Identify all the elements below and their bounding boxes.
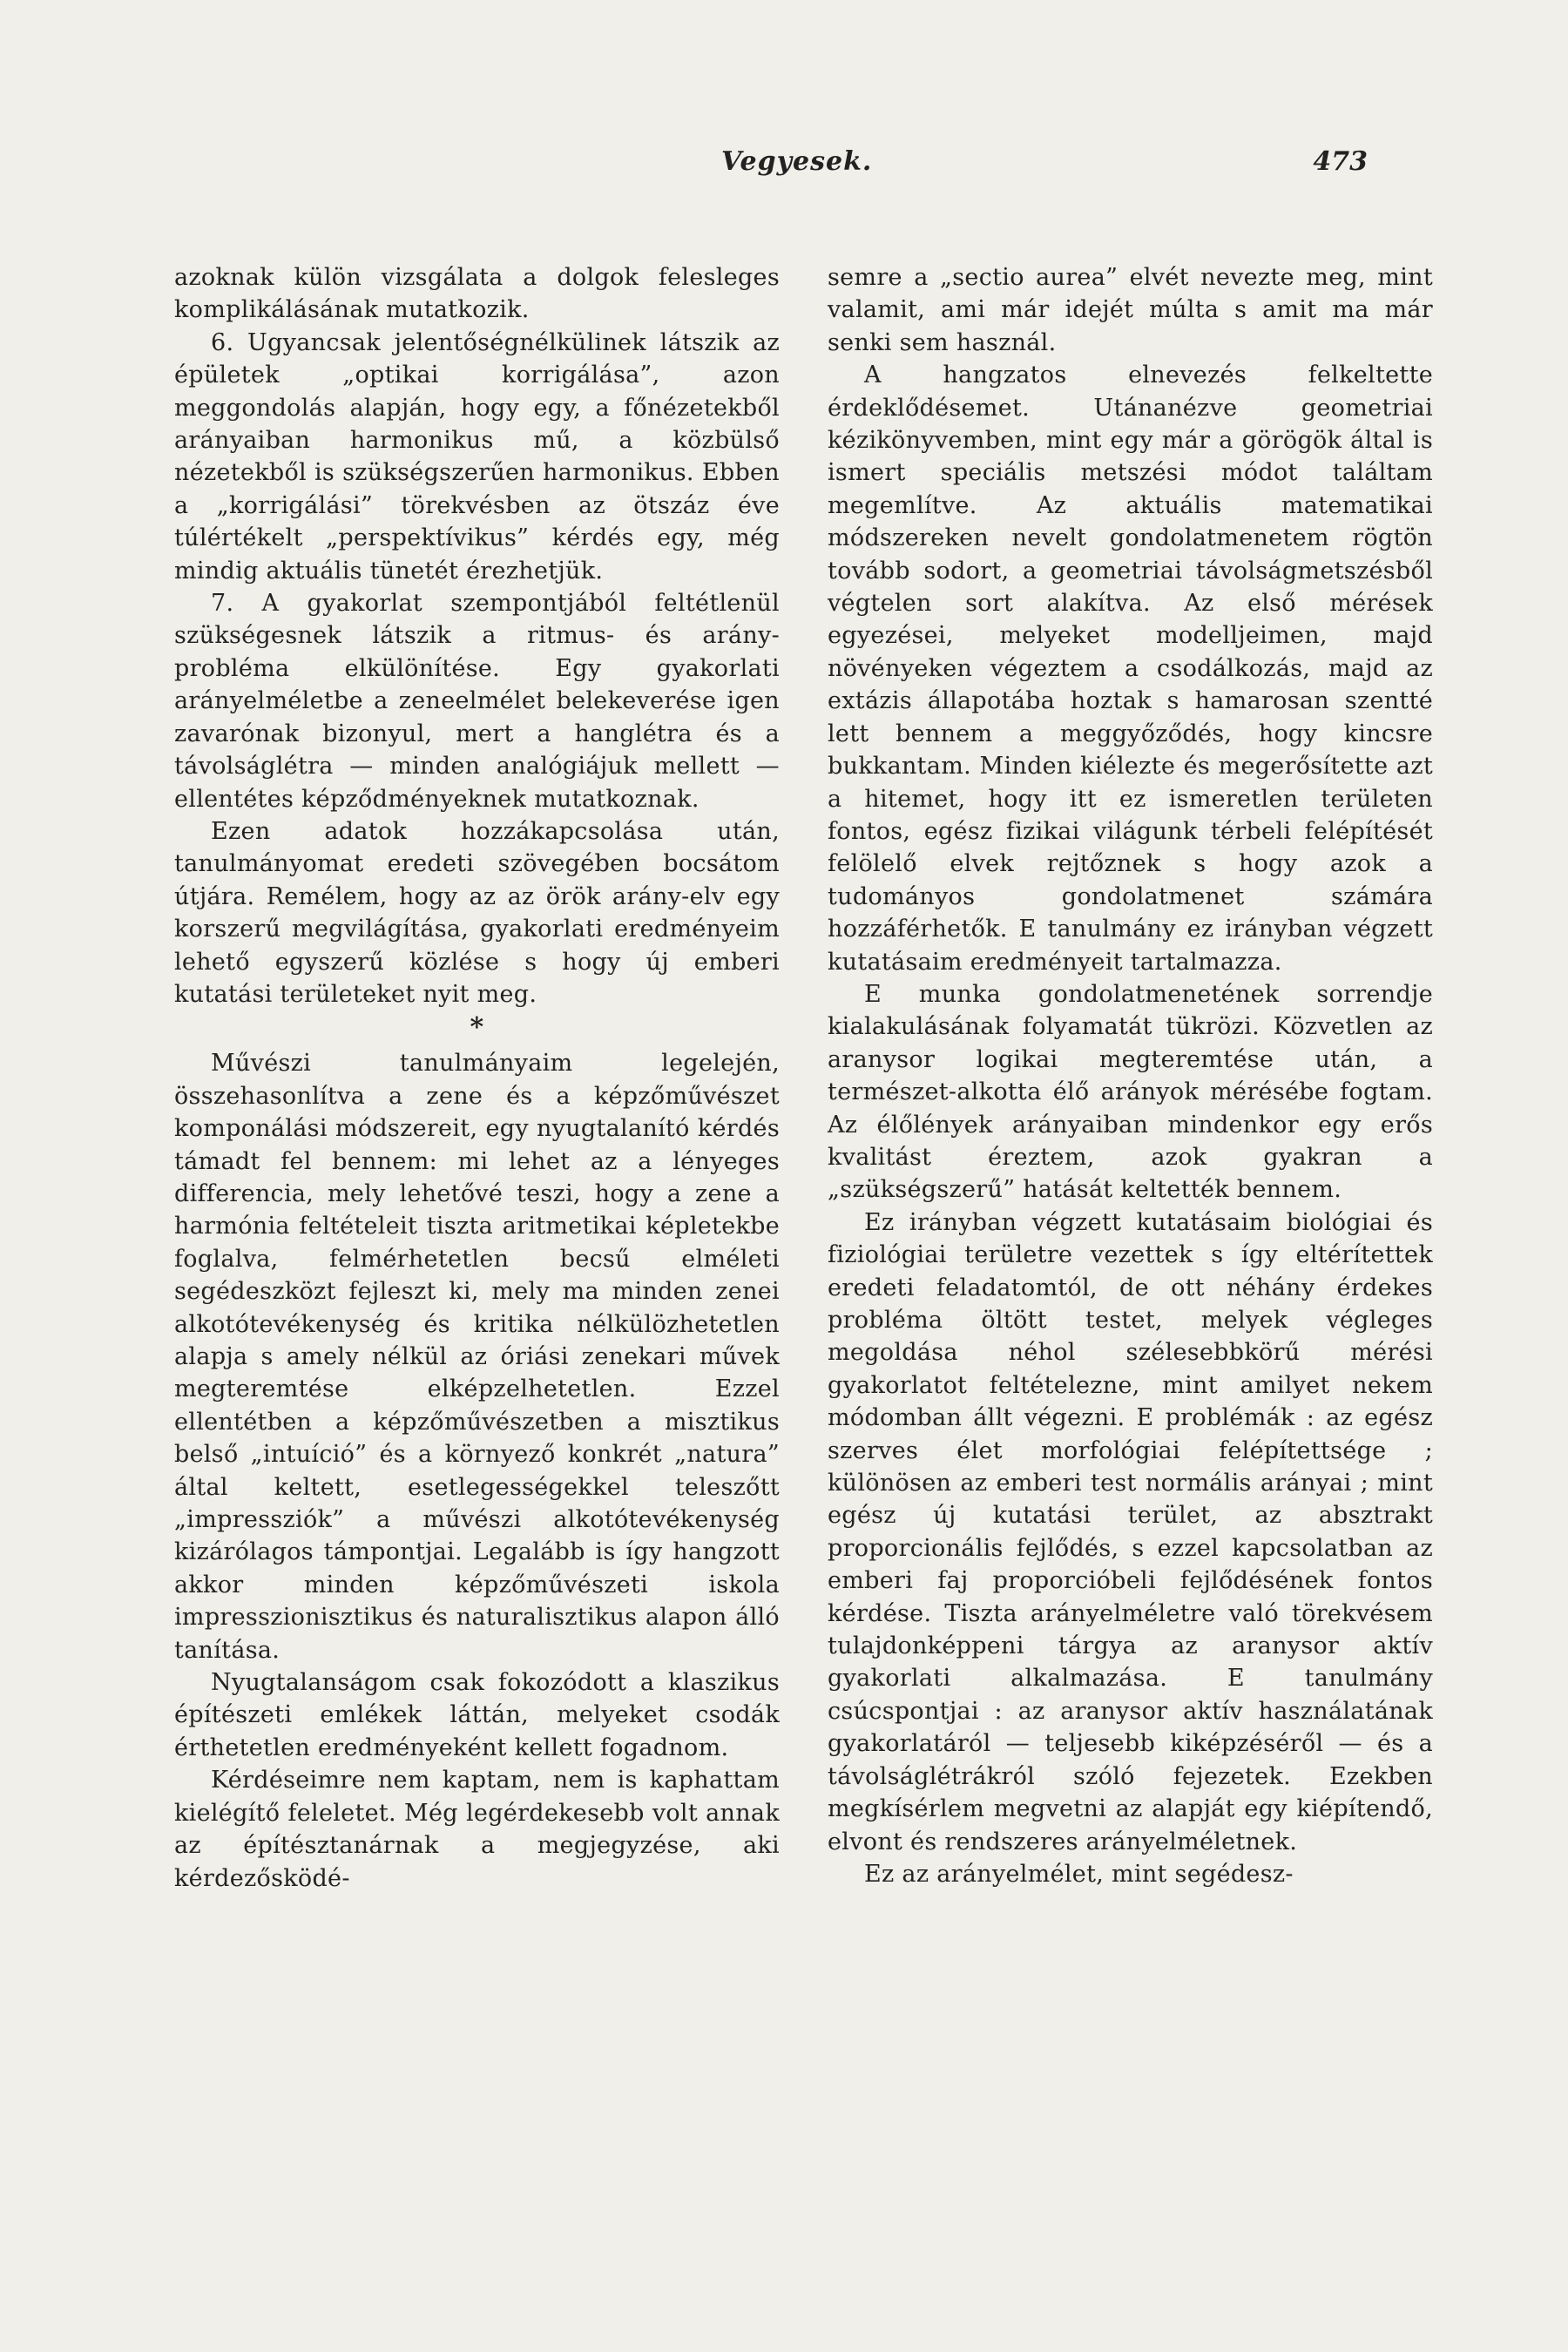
left-column <box>174 261 780 1895</box>
paragraph: Ezen adatok hozzákapcsolása után, tanulmányomat eredeti szövegében bocsátom útjára. Remélem, hogy az az örök arány-elv egy korszerű megvilágítása, gyakorlati eredményeim lehető egyszerű közlése s hogy új emberi kutatási területeket nyit meg. <box>174 817 780 1008</box>
paragraph: Ez az arányelmélet, mint segédesz- <box>864 1860 1294 1888</box>
paragraph: Művészi tanulmányaim legelején, összehasonlítva a zene és a képzőművészet komponálási módszereit, egy nyugtalanító kérdés támadt fel bennem: mi lehet az a lényeges differencia, mely lehetővé teszi, hogy a zene a harmónia feltételeit tiszta aritmetikai képletekbe foglalva, felmérhetetlen becsű elméleti segédeszközt fejleszt ki, mely ma minden zenei alkotótevékenység és kritika nélkülözhetetlen alapja s amely nélkül az óriási zenekari művek megteremtése elképzelhetetlen. Ezzel ellentétben a képzőművészetben a misztikus belső „intuíció” és a környező konkrét „natura” által keltett, esetlegességekkel teleszőtt „impressziók” a művészi alkotótevékenység kizárólagos támpontjai. Legalább is így hangzott akkor minden képzőművészeti iskola impresszionisztikus és naturalisztikus alapon álló tanítása. <box>174 1050 780 1664</box>
page-number: 473 <box>1313 146 1368 177</box>
paragraph: 7. A gyakorlat szempontjából feltétlenül szükségesnek látszik a ritmus- és arány-probléma elkülönítése. Egy gyakorlati arányelméletbe a zeneelmélet belekeverése igen zavarónak bizonyul, mert a hanglétra és a távolságlétra — minden analógiájuk mellett — ellentétes képződményeknek mutatkoznak. <box>174 590 780 813</box>
paragraph: azoknak külön vizsgálata a dolgok felesleges komplikálásának mutatkozik. <box>174 264 780 324</box>
paragraph: Nyugtalanságom csak fokozódott a klaszikus építészeti emlékek láttán, melyeket csodák érthetetlen eredményeként kellett fogadnom. <box>174 1669 780 1761</box>
running-title: Vegyesek. <box>721 146 873 177</box>
running-head <box>174 146 1429 188</box>
paragraph: A hangzatos elnevezés felkeltette érdeklődésemet. Utánanézve geometriai kézikönyvemben, mint egy már a görögök által is ismert speciális metszési módot találtam megemlítve. Az aktuális matematikai módszereken nevelt gondolatmenetem rögtön tovább sodort, a geometriai távolságmetszésből végtelen sort alakítva. Az első mérések egyezései, melyeket modelljeimen, majd növényeken végeztem a csodálkozás, majd az extázis állapotába hoztak s hamarosan szentté lett bennem a meggyőződés, hogy kincsre bukkantam. Minden kiélezte és megerősítette azt a hitemet, hogy itt ez ismeretlen területen fontos, egész fizikai világunk térbeli felépítését felölelő elvek rejtőznek s hogy azok a tudományos gondolatmenet számára hozzáférhetők. E tanulmány ez irányban végzett kutatásaim eredményeit tartalmazza. <box>828 362 1433 976</box>
paragraph: E munka gondolatmenetének sorrendje kialakulásának folyamatát tükrözi. Közvetlen az aranysor logikai megteremtése után, a természet-alkotta élő arányok mérésébe fogtam. Az élőlények arányaiban mindenkor egy erős kvalitást éreztem, azok gyakran a „szükségszerű” hatását keltették bennem. <box>828 980 1433 1204</box>
paragraph: 6. Ugyancsak jelentőségnélkülinek látszik az épületek „optikai korrigálása”, azon meggondolás alapján, hogy egy, a főnézetekből arányaiban harmonikus mű, a közbülső nézetekből is szükségszerűen harmonikus. Ebben a „korrigálási” törekvésben az ötszáz éve túlértékelt „perspektívikus” kérdés egy, még mindig aktuális tünetét érezhetjük. <box>174 328 780 585</box>
section-separator: * <box>470 1012 484 1044</box>
paragraph: semre a „sectio aurea” elvét nevezte meg, mint valamit, ami már idejét múlta s amit ma már senki sem használ. <box>828 264 1433 356</box>
right-column <box>828 261 1433 1890</box>
paragraph: Ez irányban végzett kutatásaim biológiai és fiziológiai területre vezettek s így eltérítettek eredeti feladatomtól, de ott néhány érdekes probléma öltött testet, melyek végleges megoldása néhol szélesebbkörű mérési gyakorlatot feltételezne, mint amilyet nekem módomban állt végezni. E problémák : az egész szerves élet morfológiai felépítettsége ; különösen az emberi test normális arányai ; mint egész új kutatási terület, az absztrakt proporcionális fejlődés, s ezzel kapcsolatban az emberi faj proporcióbeli fejlődésének fontos kérdése. Tiszta arányelméletre való törekvésem tulajdonképpeni tárgya az aranysor aktív gyakorlati alkalmazása. E tanulmány csúcspontjai : az aranysor aktív használatának gyakorlatáról — teljesebb kiképzéséről — és a távolságlétrákról szóló fejezetek. Ezekben megkísérlem megvetni az alapját egy kiépítendő, elvont és rendszeres arányelméletnek. <box>828 1208 1433 1855</box>
paragraph: Kérdéseimre nem kaptam, nem is kaphattam kielégítő feleletet. Még legérdekesebb volt annak az építésztanárnak a megjegyzése, aki kérdezősködé- <box>174 1767 780 1892</box>
